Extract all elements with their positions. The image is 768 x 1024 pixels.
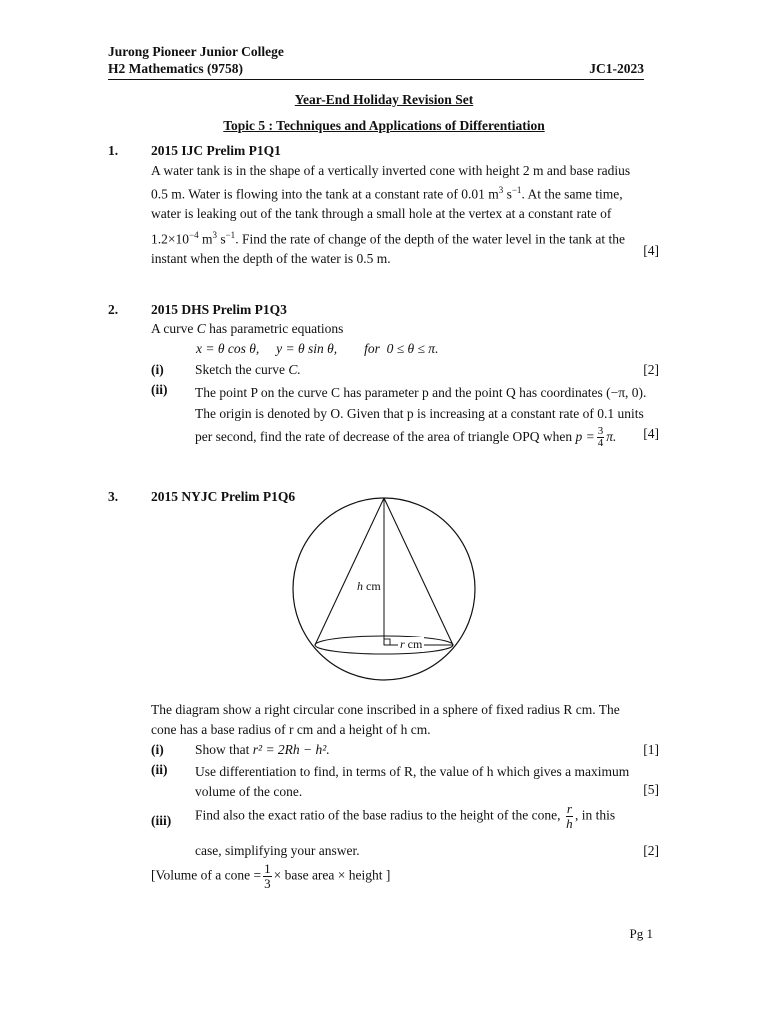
q3-number: 3. <box>108 489 119 504</box>
q2-source: 2015 DHS Prelim P1Q3 <box>151 302 287 317</box>
q1-body <box>151 161 659 269</box>
q3-intro-line: The diagram show a right circular cone inscribed in a sphere of fixed radius R cm. The <box>151 702 620 717</box>
cone-volume-formula: [Volume of a cone = $\frac{1}{3}$ × base area × height ] <box>151 861 391 891</box>
q3-part-ii-mark: [5] <box>643 782 659 797</box>
q2-part-i-label: (i) <box>151 362 164 377</box>
q3-intro <box>151 700 659 739</box>
q2-ii-line: per second, find the rate of decrease of the area of triangle OPQ when p = $\frac{3}{4}$ π. <box>195 425 617 450</box>
q2-part-ii-mark: [4] <box>643 426 659 441</box>
header-rule <box>108 79 644 80</box>
q1-line: 0.5 m. Water is flowing into the tank at a constant rate of 0.01 $m^3$ $s^{-1}$. At the same time, <box>151 184 623 201</box>
q3-part-iii-text: Find also the exact ratio of the base radius to the height of the cone, $\frac{r}{h}$ , in this <box>195 801 616 831</box>
diagram-radius-label: r cm <box>400 637 423 651</box>
q3-part-i-mark: [1] <box>643 742 659 757</box>
q3-part-i-label: (i) <box>151 742 164 757</box>
q2-part-i-text: Sketch the curve C. <box>195 362 301 377</box>
q2-equation: x = θ cos θ, y = θ sin θ, for 0 ≤ θ ≤ π. <box>196 341 439 356</box>
q3-intro-line: cone has a base radius of r cm and a height of h cm. <box>151 721 431 737</box>
subject-code: H2 Mathematics (9758) <box>108 61 243 76</box>
q3-part-iii-label: (iii) <box>151 813 172 828</box>
document-title: Year-End Holiday Revision Set <box>294 92 474 107</box>
q2-intro: A curve C has parametric equations <box>151 321 344 336</box>
q1-line: instant when the depth of the water is 0.5 m. <box>151 251 391 266</box>
q2-part-ii-label: (ii) <box>151 382 168 397</box>
topic-heading: Topic 5 : Techniques and Applications of Differentiation <box>223 118 545 133</box>
q1-line: A water tank is in the shape of a vertically inverted cone with height 2 m and base radius <box>151 163 631 178</box>
q1-number: 1. <box>108 143 119 158</box>
q1-source: 2015 IJC Prelim P1Q1 <box>151 143 281 158</box>
q3-source: 2015 NYJC Prelim P1Q6 <box>151 489 296 504</box>
school-name: Jurong Pioneer Junior College <box>108 44 284 59</box>
q3-part-i-text: Show that r² = 2Rh − h². <box>195 742 330 757</box>
q3-ii-line: Use differentiation to find, in terms of R, the value of h which gives a maximum <box>195 764 630 779</box>
q3-part-iii-mark: [2] <box>643 843 659 858</box>
q3-part-iii-line2: case, simplifying your answer. <box>195 843 360 858</box>
q1-line: water is leaking out of the tank through a small hole at the vertex at a constant rate of <box>151 205 612 221</box>
q1-mark: [4] <box>643 243 659 258</box>
page-number: Pg 1 <box>629 926 653 941</box>
diagram-height-label: h cm <box>357 579 381 593</box>
right-angle-marker <box>384 639 390 645</box>
q2-ii-line: The origin is denoted by O. Given that p is increasing at a constant rate of 0.1 units <box>195 406 644 421</box>
q1-line: $1.2\times 10^{-4}$ $m^3$ $s^{-1}$. Find the rate of change of the depth of the water level in the tank at the <box>151 230 626 247</box>
q2-part-i-mark: [2] <box>643 362 659 377</box>
q3-part-ii-text <box>195 762 659 801</box>
cone-in-sphere-diagram <box>290 490 480 690</box>
q3-part-ii-label: (ii) <box>151 762 168 777</box>
class-code: JC1-2023 <box>589 61 644 76</box>
q3-ii-line: volume of the cone. <box>195 783 303 799</box>
q2-ii-line: The point P on the curve C has parameter p and the point Q has coordinates (−π, 0). <box>195 385 647 400</box>
q2-number: 2. <box>108 302 119 317</box>
q2-part-ii-text <box>195 382 659 449</box>
